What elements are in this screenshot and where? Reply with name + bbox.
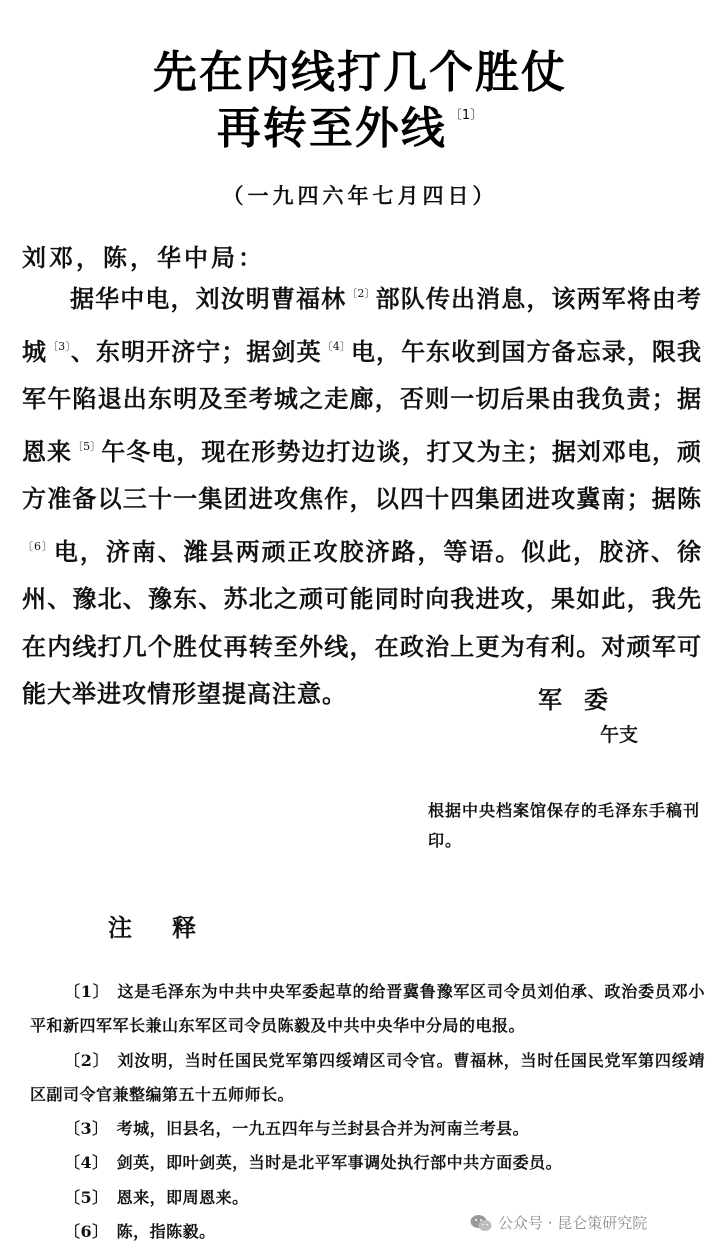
- body-segment: 电，午东收到国方备忘录，限我军午陷退出东明及至考城之走廊，否则一切后果由我负责；据恩来: [22, 336, 703, 466]
- notes-heading: 注释: [108, 914, 236, 942]
- note-text: 刘汝明，当时任国民党军第四绥靖区司令官。曹福林，当时任国民党军第四绥靖区副司令官兼整编第五十五师师长。: [30, 1050, 705, 1104]
- note-item: [30, 1044, 705, 1113]
- note-item: [30, 1181, 705, 1215]
- body-segment: 午冬电，现在形势边打边谈，打又为主；据刘邓电，顽方准备以三十一集团进攻焦作，以四十四集团进攻冀南；据陈: [22, 436, 703, 513]
- body-segment: 据华中电，刘汝明曹福林: [70, 284, 347, 313]
- footnote-ref-2: 〔2〕: [346, 287, 376, 300]
- telegram-body: [22, 270, 702, 718]
- note-item: [30, 975, 705, 1044]
- wechat-icon: [470, 1214, 492, 1232]
- note-text: 剑英，即叶剑英，当时是北平军事调处执行部中共方面委员。: [116, 1153, 563, 1173]
- salutation: 刘邓，陈，华中局：: [22, 243, 265, 272]
- watermark-text: 公众号 · 昆仑策研究院: [498, 1214, 648, 1232]
- signature-org: 军委: [538, 685, 630, 714]
- note-number: 〔6〕: [64, 1222, 109, 1242]
- note-number: 〔3〕: [64, 1119, 109, 1139]
- title-line-2: [0, 92, 710, 156]
- note-number: 〔4〕: [64, 1153, 109, 1173]
- source-note: 根据中央档案馆保存的毛泽东手稿刊印。: [428, 801, 701, 850]
- note-text: 陈，指陈毅。: [116, 1222, 216, 1242]
- signature-code: 午支: [600, 724, 639, 746]
- note-text: 考城，旧县名，一九五四年与兰封县合并为河南兰考县。: [116, 1119, 530, 1139]
- title-text-1: 先在内线打几个胜仗: [153, 47, 567, 98]
- title-line-1: [0, 36, 720, 100]
- footnote-ref-6: 〔6〕: [22, 539, 54, 553]
- notes-list: [30, 975, 705, 1249]
- note-text: 这是毛泽东为中共中央军委起草的给晋冀鲁豫军区司令员刘伯承、政治委员邓小平和新四军军长兼山东军区司令员陈毅及中共中央华中分局的电报。: [30, 982, 705, 1036]
- note-item: [30, 1146, 705, 1180]
- note-number: 〔2〕: [64, 1050, 110, 1070]
- body-segment: 、东明开济宁；据剑英: [70, 336, 322, 366]
- title-text-2: 再转至外线: [216, 103, 447, 154]
- note-item: [30, 1112, 705, 1146]
- body-segment: 电，济南、潍县两顽正攻胶济路，等语。似此，胶济、徐州、豫北、豫东、苏北之顽可能同时向我进攻，果如此，我先在内线打几个胜仗再转至外线，在政治上更为有利。对顽军可能大举进攻情形望提高注意。: [22, 536, 702, 708]
- footnote-ref-3: 〔3〕: [47, 339, 71, 353]
- document-date: （一九四六年七月四日）: [222, 183, 498, 208]
- watermark: [470, 1212, 647, 1233]
- note-number: 〔5〕: [64, 1187, 109, 1207]
- note-text: 恩来，即周恩来。: [116, 1187, 249, 1207]
- footnote-ref-4: 〔4〕: [321, 339, 351, 353]
- footnote-ref-5: 〔5〕: [72, 439, 102, 453]
- note-number: 〔1〕: [64, 982, 110, 1001]
- body-segment: 部队传出消息，该两军将由考城: [22, 284, 703, 366]
- title-footnote-ref: 〔1〕: [448, 108, 484, 123]
